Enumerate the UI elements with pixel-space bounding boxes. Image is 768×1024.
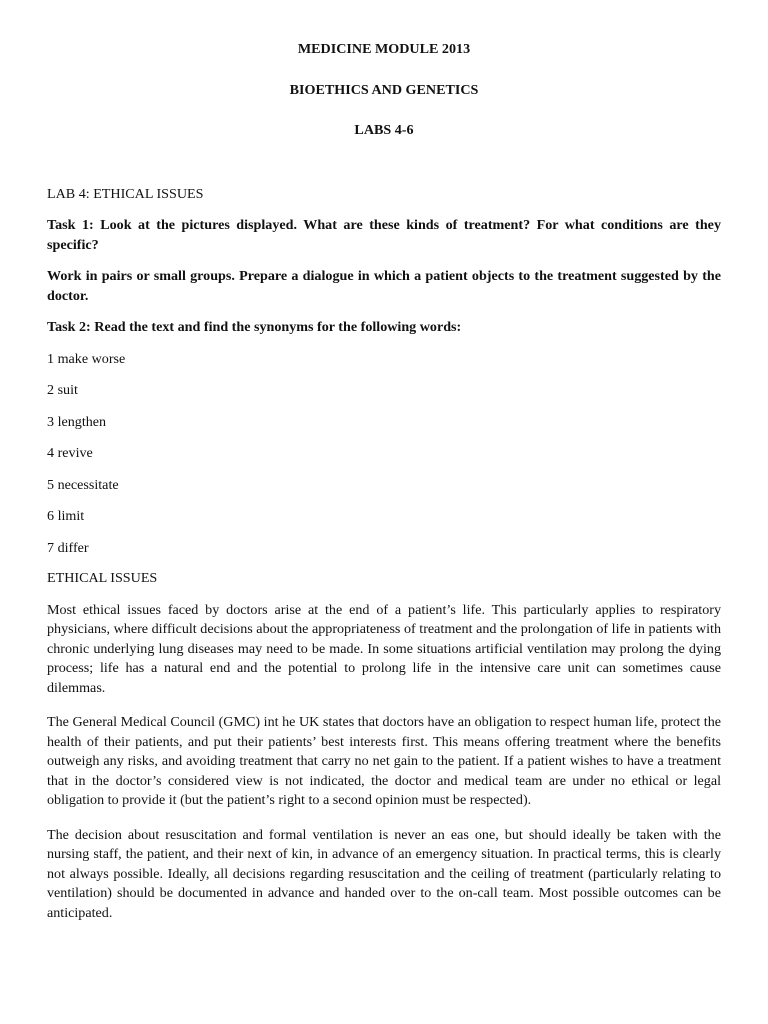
task2-instruction: Task 2: Read the text and find the synonyms for the following words: (47, 319, 462, 335)
synonym-word-list (47, 350, 721, 559)
module-title: MEDICINE MODULE 2013 (297, 41, 471, 57)
word-item: 6 limit (47, 508, 85, 524)
word-item: 4 revive (47, 445, 93, 461)
course-title: BIOETHICS AND GENETICS (289, 81, 479, 98)
word-item: 5 necessitate (47, 476, 119, 493)
labs-title: LABS 4-6 (354, 122, 414, 138)
word-item: 7 differ (47, 539, 89, 556)
word-item: 2 suit (47, 382, 78, 398)
reading-paragraph: Most ethical issues faced by doctors arise at the end of a patient’s life. This particularly applies to respiratory physicians, where difficult decisions about the appropriateness of treatment and the prolongation of life in patients with chronic underlying lung diseases may need to be made. In some situations artificial ventilation may prolong the dying process; life has a natural end and the potential to prolong life in the intensive care unit can sometimes cause dilemmas. (47, 601, 721, 696)
word-item: 3 lengthen (47, 413, 107, 430)
word-item: 1 make worse (47, 350, 126, 367)
reading-text-title: ETHICAL ISSUES (47, 570, 158, 586)
task1-instruction: Task 1: Look at the pictures displayed. What are these kinds of treatment? For what conditions are they specific? (47, 217, 721, 253)
lab4-heading: LAB 4: ETHICAL ISSUES (47, 185, 204, 202)
pairwork-instruction: Work in pairs or small groups. Prepare a dialogue in which a patient objects to the treatment suggested by the doctor. (47, 268, 721, 304)
reading-paragraph: The General Medical Council (GMC) int he UK states that doctors have an obligation to respect human life, protect the health of their patients, and put their patients’ best interests first. This means offering treatment where the benefits outweigh any risks, and avoiding treatment that carry no net gain to the patient. If a patient wishes to have a treatment that in the doctor’s considered view is not indicated, the doctor and medical team are under no ethical or legal obligation to provide it (but the patient’s right to a second opinion must be respected). (47, 714, 721, 808)
reading-paragraph: The decision about resuscitation and formal ventilation is never an eas one, but should ideally be taken with the nursing staff, the patient, and their next of kin, in advance of an emergency situation. In practical terms, this is clearly not always possible. Ideally, all decisions regarding resuscitation and the ceiling of treatment (particularly relating to ventilation) should be documented in advance and handed over to the on-call team. Most possible outcomes can be anticipated. (47, 826, 721, 921)
